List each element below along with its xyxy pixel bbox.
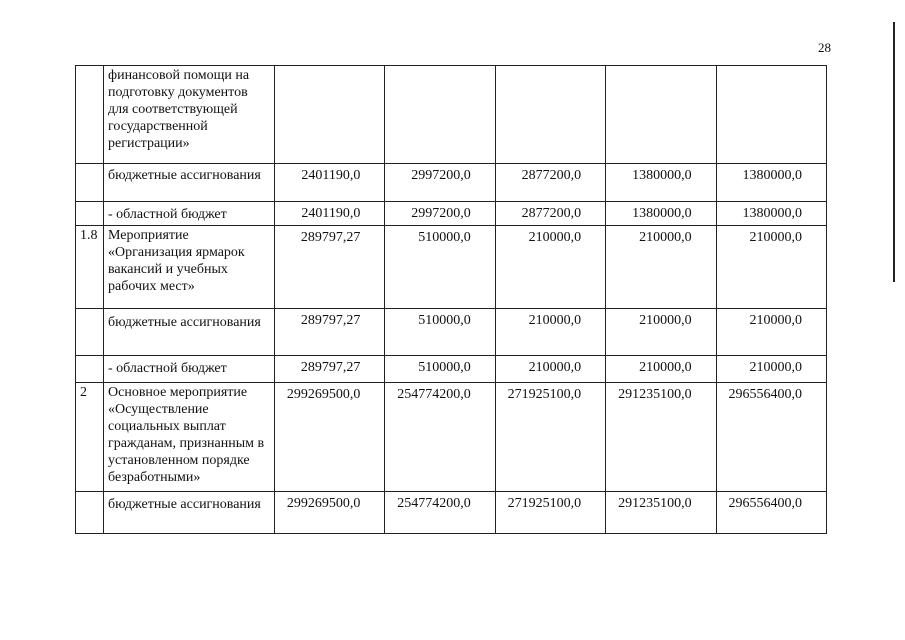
value-cell: 510000,0 [385,356,495,383]
value-cell: 210000,0 [495,226,605,309]
value-cell: 210000,0 [495,309,605,356]
value-cell [275,66,385,164]
value-cell: 210000,0 [495,356,605,383]
value-cell [716,66,826,164]
row-name-cell: - областной бюджет [104,202,275,226]
value-cell: 254774200,0 [385,383,495,492]
budget-table [75,65,827,534]
row-number-cell [76,164,104,202]
value-cell: 210000,0 [716,226,826,309]
value-cell [385,66,495,164]
value-cell: 2877200,0 [495,202,605,226]
table-row [76,383,827,492]
value-cell: 296556400,0 [716,383,826,492]
value-cell [495,66,605,164]
value-cell: 1380000,0 [606,202,716,226]
row-number-cell [76,66,104,164]
value-cell: 296556400,0 [716,492,826,534]
value-cell: 2997200,0 [385,202,495,226]
value-cell: 2877200,0 [495,164,605,202]
value-cell: 1380000,0 [716,202,826,226]
page-number: 28 [818,40,831,55]
value-cell: 210000,0 [716,356,826,383]
row-name-cell: Мероприятие «Организация ярмарок вакансий и учебных рабочих мест» [104,226,275,309]
value-cell: 510000,0 [385,309,495,356]
value-cell: 2997200,0 [385,164,495,202]
value-cell: 210000,0 [606,309,716,356]
value-cell: 289797,27 [275,226,385,309]
scan-edge-line [893,22,895,282]
value-cell: 271925100,0 [495,492,605,534]
value-cell: 2401190,0 [275,164,385,202]
table-row [76,66,827,164]
table-row [76,356,827,383]
value-cell: 1380000,0 [716,164,826,202]
row-name-cell: бюджетные ассигнования [104,164,275,202]
value-cell: 210000,0 [606,226,716,309]
value-cell: 291235100,0 [606,492,716,534]
row-number-cell: 2 [76,383,104,492]
row-name-cell: бюджетные ассигнования [104,309,275,356]
value-cell: 2401190,0 [275,202,385,226]
value-cell: 210000,0 [606,356,716,383]
value-cell: 271925100,0 [495,383,605,492]
value-cell: 299269500,0 [275,383,385,492]
table-row [76,164,827,202]
row-name-cell: - областной бюджет [104,356,275,383]
table-row [76,226,827,309]
table-row [76,202,827,226]
row-number-cell [76,309,104,356]
value-cell: 289797,27 [275,356,385,383]
value-cell: 299269500,0 [275,492,385,534]
row-number-cell [76,356,104,383]
value-cell: 210000,0 [716,309,826,356]
value-cell: 254774200,0 [385,492,495,534]
value-cell: 510000,0 [385,226,495,309]
value-cell [606,66,716,164]
row-number-cell [76,202,104,226]
value-cell: 291235100,0 [606,383,716,492]
value-cell: 289797,27 [275,309,385,356]
row-number-cell: 1.8 [76,226,104,309]
row-number-cell [76,492,104,534]
table-row [76,309,827,356]
table-row [76,492,827,534]
value-cell: 1380000,0 [606,164,716,202]
row-name-cell: Основное мероприятие «Осуществление социальных выплат гражданам, признанным в установленном порядке безработными» [104,383,275,492]
row-name-cell: финансовой помощи на подготовку документов для соответствующей государственной регистрации» [104,66,275,164]
row-name-cell: бюджетные ассигнования [104,492,275,534]
